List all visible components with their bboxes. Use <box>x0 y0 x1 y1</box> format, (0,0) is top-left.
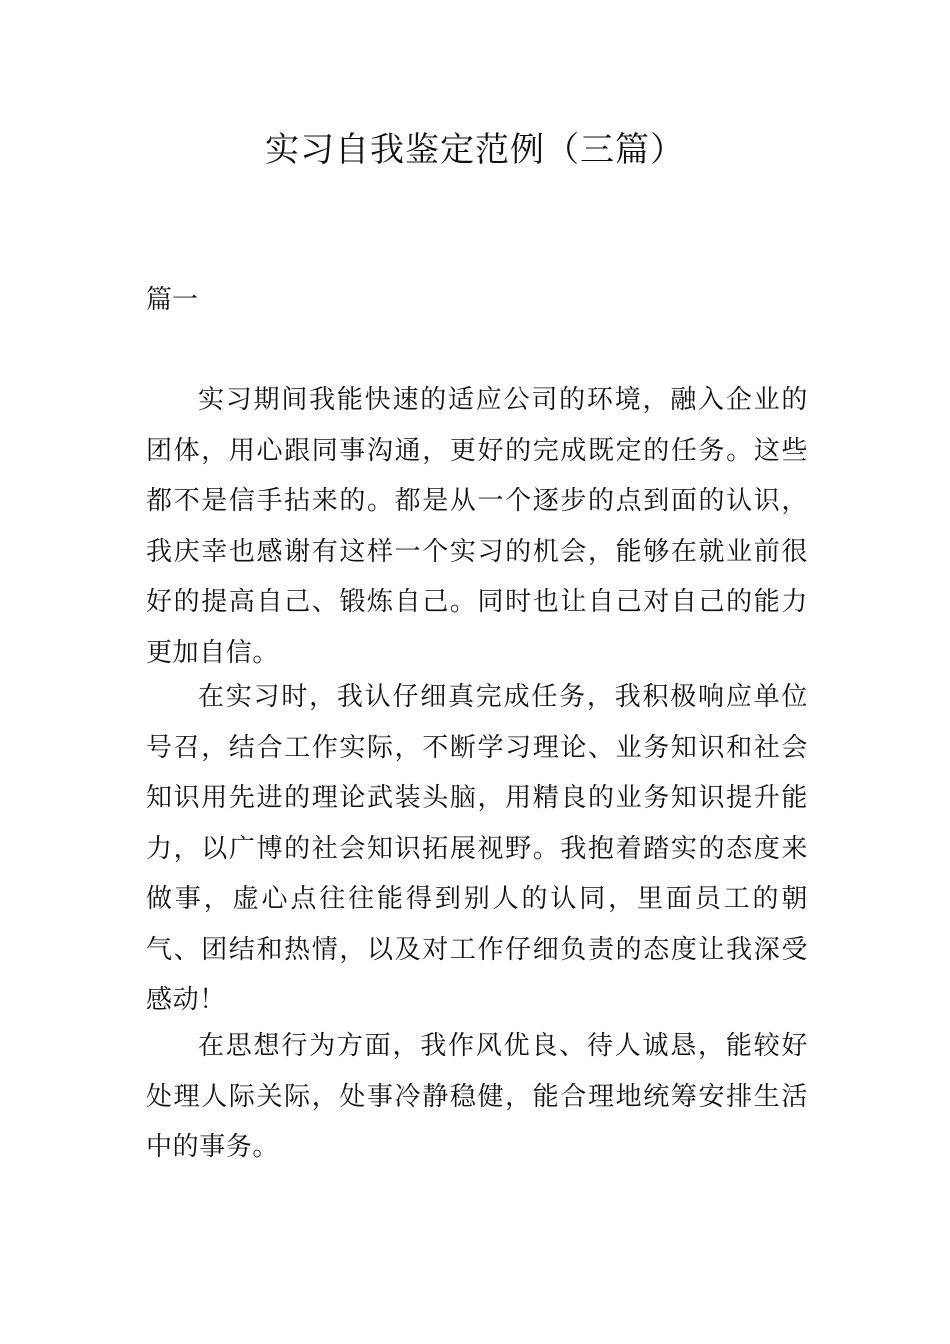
paragraph-2: 在实习时，我认仔细真完成任务，我积极响应单位号召，结合工作实际，不断学习理论、业务知识和社会知识用先进的理论武装头脑，用精良的业务知识提升能力，以广博的社会知识拓展视野。我抱着踏实的态度来做事，虚心点往往能得到别人的认同，里面员工的朝气、团结和热情，以及对工作仔细负责的态度让我深受感动！ <box>146 682 808 1015</box>
paragraph-3: 在思想行为方面，我作风优良、待人诚恳，能较好处理人际关际，处事冷静稳健，能合理地统筹安排生活中的事务。 <box>146 1031 808 1162</box>
document-title: 实习自我鉴定范例（三篇） <box>265 130 685 170</box>
section-label: 篇一 <box>146 285 199 315</box>
paragraph-1: 实习期间我能快速的适应公司的环境，融入企业的团体，用心跟同事沟通，更好的完成既定的任务。这些都不是信手拈来的。都是从一个逐步的点到面的认识，我庆幸也感谢有这样一个实习的机会，能够在就业前很好的提高自己、锻炼自己。同时也让自己对自己的能力更加自信。 <box>146 385 808 668</box>
